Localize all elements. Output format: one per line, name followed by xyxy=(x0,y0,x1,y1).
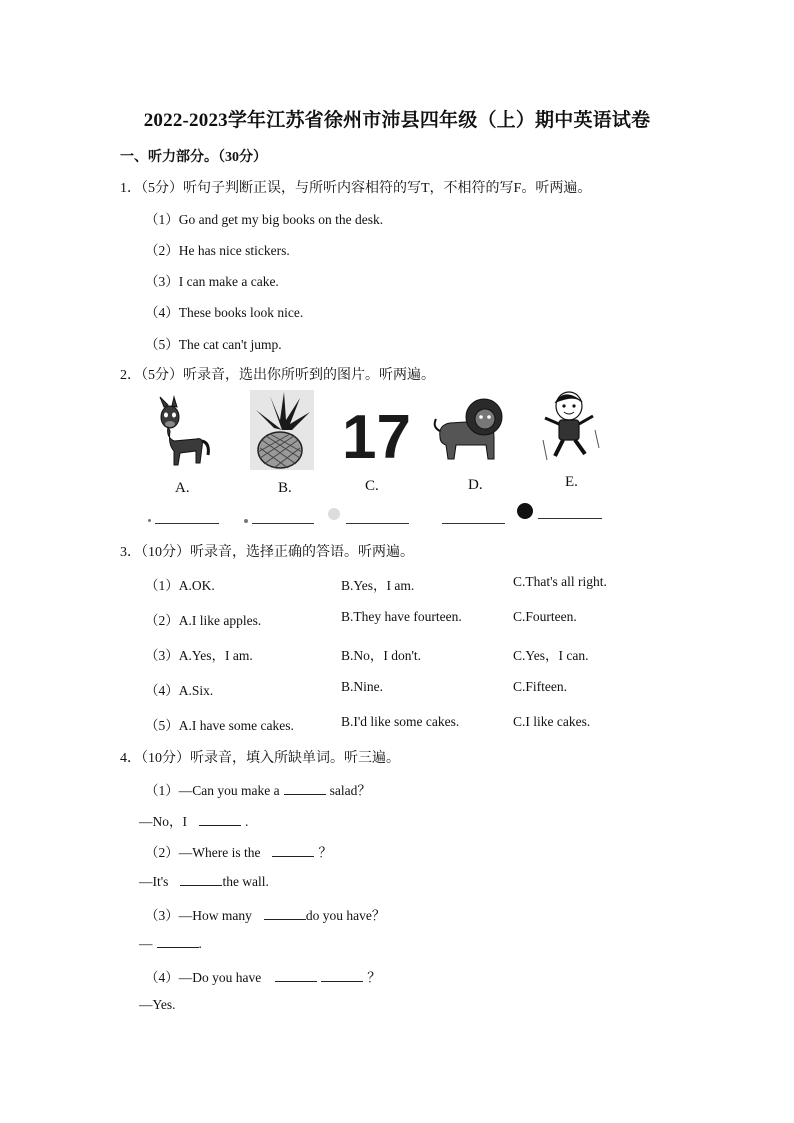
q4-text: （2）—Where is the xyxy=(145,845,261,860)
q4-text: （1）—Can you make a xyxy=(145,783,280,798)
q3-option-b: B.Yes，I am. xyxy=(341,578,415,593)
q4-text: —It's xyxy=(139,874,169,889)
q4-text: —No，I xyxy=(139,814,187,829)
q4-line xyxy=(145,904,385,924)
question-1-stem: 1．（5分）听句子判断正误，与所听内容相符的写T，不相符的写F。听两遍。 xyxy=(120,181,592,196)
fill-blank[interactable] xyxy=(157,935,199,948)
question-4-stem: 4．（10分）听录音，填入所缺单词。听三遍。 xyxy=(120,751,400,766)
option-label-c: C. xyxy=(365,478,379,494)
answer-line xyxy=(346,523,409,524)
q4-line xyxy=(145,779,371,799)
q4-text: （4）—Do you have xyxy=(145,970,262,985)
q3-option-c: C.I like cakes. xyxy=(513,714,591,729)
q4-text: salad？ xyxy=(329,783,371,798)
q4-text: （3）—How many xyxy=(145,908,252,923)
q4-text: do you have？ xyxy=(305,908,386,923)
q3-option-a: （5）A.I have some cakes. xyxy=(145,718,294,733)
q3-option-b: B.I'd like some cakes. xyxy=(341,714,460,729)
q4-line xyxy=(139,810,248,830)
q3-option-c: C.That's all right. xyxy=(513,574,607,589)
q4-text: ？ xyxy=(367,970,381,985)
number-seventeen-text: 17 xyxy=(342,403,411,472)
q3-option-b: B.They have fourteen. xyxy=(341,609,462,624)
q3-option-a: （3）A.Yes，I am. xyxy=(145,648,253,663)
lion-picture xyxy=(432,397,506,465)
question-2-stem: 2．（5分）听录音，选出你所听到的图片。听两遍。 xyxy=(120,368,435,383)
page-title: 2022-2023学年江苏省徐州市沛县四年级（上）期中英语试卷 xyxy=(143,110,651,131)
q1-item: （5）The cat can't jump. xyxy=(145,337,282,352)
number-seventeen-picture xyxy=(340,402,411,472)
scan-mark xyxy=(517,503,533,519)
q3-option-c: C.Fourteen. xyxy=(513,609,577,624)
q3-option-b: B.No，I don't. xyxy=(341,648,422,663)
q4-text: . xyxy=(198,936,202,951)
answer-line xyxy=(442,523,505,524)
q4-text: the wall. xyxy=(222,874,269,889)
donkey-picture xyxy=(150,397,214,473)
option-label-b: B. xyxy=(278,480,292,496)
q1-item: （2）He has nice stickers. xyxy=(145,243,290,258)
fill-blank[interactable] xyxy=(275,969,317,982)
q3-option-c: C.Yes，I can. xyxy=(513,648,589,663)
q3-option-c: C.Fifteen. xyxy=(513,679,567,694)
fill-blank[interactable] xyxy=(272,844,314,857)
q4-line xyxy=(139,935,202,952)
option-label-a: A. xyxy=(175,480,190,496)
q4-line xyxy=(139,873,269,890)
scan-mark xyxy=(328,508,340,520)
question-3-stem: 3．（10分）听录音，选择正确的答语。听两遍。 xyxy=(120,545,414,560)
q3-option-a: （1）A.OK. xyxy=(145,578,215,593)
running-boy-picture xyxy=(535,390,605,466)
q3-option-a: （4）A.Six. xyxy=(145,683,214,698)
q3-option-b: B.Nine. xyxy=(341,679,383,694)
answer-line xyxy=(155,523,219,524)
answer-line xyxy=(252,523,314,524)
q1-item: （4）These books look nice. xyxy=(145,305,304,320)
fill-blank[interactable] xyxy=(321,969,363,982)
scan-mark xyxy=(244,519,248,523)
q4-text: . xyxy=(245,814,249,829)
answer-line xyxy=(538,518,602,519)
q4-text: — xyxy=(139,936,153,951)
q1-item: （1）Go and get my big books on the desk. xyxy=(145,212,384,227)
pineapple-picture xyxy=(250,390,314,470)
q4-line xyxy=(145,841,332,861)
q1-item: （3）I can make a cake. xyxy=(145,274,279,289)
fill-blank[interactable] xyxy=(284,782,326,795)
fill-blank[interactable] xyxy=(199,813,241,826)
section-heading: 一、听力部分。（30分） xyxy=(120,150,267,165)
q4-text: ？ xyxy=(318,845,332,860)
option-label-d: D. xyxy=(468,477,483,493)
q4-answer: —Yes. xyxy=(139,997,176,1012)
scan-mark xyxy=(148,519,151,522)
option-label-e: E. xyxy=(565,474,578,490)
q4-line xyxy=(145,966,381,986)
fill-blank[interactable] xyxy=(180,873,222,886)
fill-blank[interactable] xyxy=(264,907,306,920)
q3-option-a: （2）A.I like apples. xyxy=(145,613,262,628)
